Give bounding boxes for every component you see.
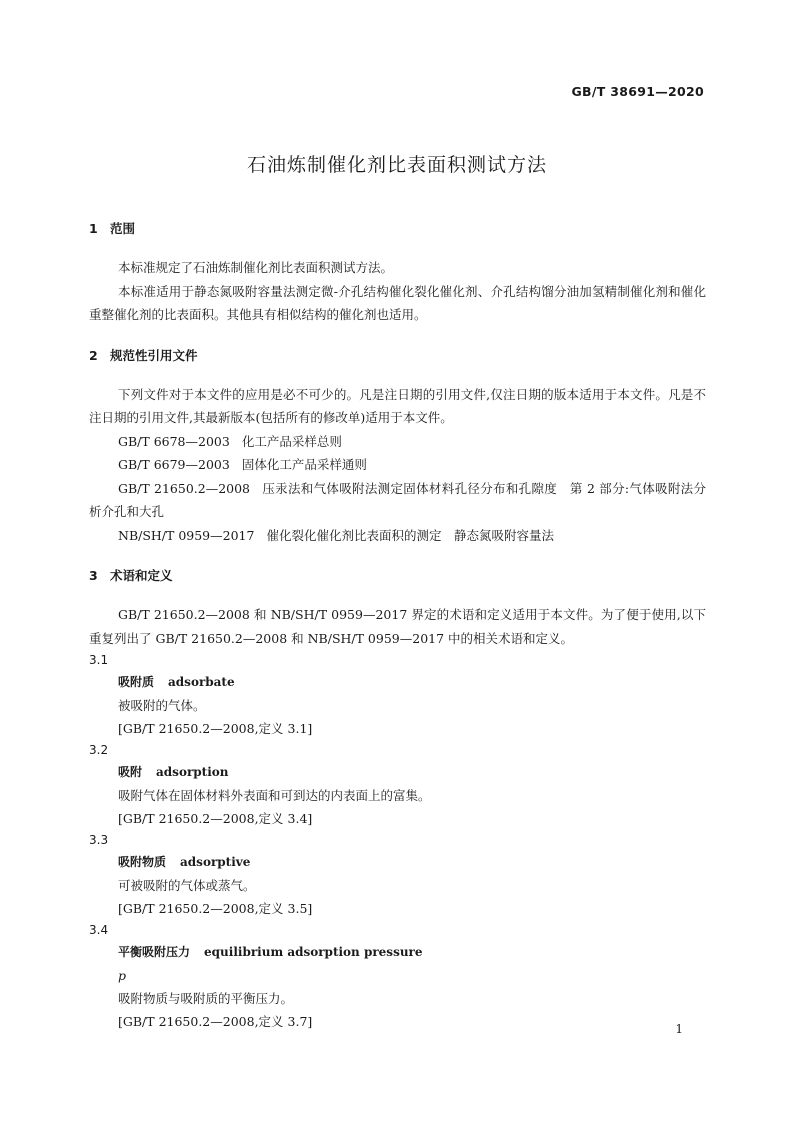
term-name <box>89 851 706 874</box>
terms-intro: GB/T 21650.2—2008 和 NB/SH/T 0959—2017 界定的术语和定义适用于本文件。为了便于使用,以下重复列出了 GB/T 21650.2—2008 和 NB/SH/T 0959—2017 中的相关术语和定义。 <box>89 607 706 646</box>
reference-title: 压汞法和气体吸附法测定固体材料孔径分布和孔隙度 第 2 部分:气体吸附法分析介孔和大孔 <box>89 480 706 519</box>
term-source: [GB/T 21650.2—2008,定义 3.4] <box>118 811 313 826</box>
term-number: 3.4 <box>89 923 109 937</box>
reference-item <box>89 430 706 454</box>
scope-paragraph: 本标准规定了石油炼制催化剂比表面积测试方法。 <box>118 260 394 275</box>
section-title: 范围 <box>110 221 136 236</box>
term-name-zh: 吸附质 <box>118 675 155 689</box>
term-name <box>89 671 706 694</box>
term-definition: 被吸附的气体。 <box>118 698 206 713</box>
references-intro: 下列文件对于本文件的应用是必不可少的。凡是注日期的引用文件,仅注日期的版本适用于本文件。凡是不注日期的引用文件,其最新版本(包括所有的修改单)适用于本文件。 <box>89 386 706 425</box>
section-title: 规范性引用文件 <box>110 347 198 363</box>
section-number: 2 <box>89 347 98 363</box>
document-title: 石油炼制催化剂比表面积测试方法 <box>246 154 547 176</box>
section-number: 3 <box>89 568 98 583</box>
term-definition: 吸附气体在固体材料外表面和可到达的内表面上的富集。 <box>118 788 431 803</box>
term-number: 3.1 <box>89 653 109 667</box>
term-name-zh: 吸附 <box>118 765 143 779</box>
reference-code: GB/T 6679—2003 <box>118 457 230 472</box>
term-name-en: equilibrium adsorption pressure <box>204 945 423 959</box>
term-definition: 吸附物质与吸附质的平衡压力。 <box>118 991 294 1006</box>
reference-code: GB/T 21650.2—2008 <box>118 480 251 496</box>
term-name-en: adsorption <box>156 765 229 779</box>
reference-item <box>89 477 706 524</box>
reference-title: 化工产品采样总则 <box>241 433 342 449</box>
term-number: 3.3 <box>89 833 109 847</box>
standard-number: GB/T 38691—2020 <box>571 84 704 99</box>
term-source: [GB/T 21650.2—2008,定义 3.1] <box>118 721 313 736</box>
reference-code: GB/T 6678—2003 <box>118 433 230 449</box>
page-number: 1 <box>675 1022 683 1036</box>
term-name-en: adsorbate <box>168 675 235 689</box>
reference-item <box>89 524 706 548</box>
reference-item <box>89 453 706 477</box>
section-number: 1 <box>89 221 98 236</box>
scope-paragraph: 本标准适用于静态氮吸附容量法测定微-介孔结构催化裂化催化剂、介孔结构馏分油加氢精制催化剂和催化重整催化剂的比表面积。其他具有相似结构的催化剂也适用。 <box>89 283 706 322</box>
term-symbol: p <box>118 968 127 983</box>
term-source: [GB/T 21650.2—2008,定义 3.5] <box>118 901 313 916</box>
document-body <box>89 218 706 1033</box>
section-title: 术语和定义 <box>110 568 173 583</box>
reference-title: 固体化工产品采样通则 <box>241 457 367 472</box>
section-heading-terms-definitions <box>89 565 706 587</box>
section-heading-normative-references <box>89 345 706 367</box>
term-definition: 可被吸附的气体或蒸气。 <box>118 878 256 893</box>
term-name <box>89 761 706 784</box>
term-name-en: adsorptive <box>180 855 251 869</box>
reference-title: 催化裂化催化剂比表面积的测定 静态氮吸附容量法 <box>266 527 554 543</box>
term-source: [GB/T 21650.2—2008,定义 3.7] <box>118 1014 313 1029</box>
term-number: 3.2 <box>89 743 109 757</box>
term-name <box>89 941 706 964</box>
term-name-zh: 平衡吸附压力 <box>118 945 191 959</box>
term-name-zh: 吸附物质 <box>118 855 167 869</box>
section-heading-scope <box>89 218 706 240</box>
reference-code: NB/SH/T 0959—2017 <box>118 527 255 543</box>
